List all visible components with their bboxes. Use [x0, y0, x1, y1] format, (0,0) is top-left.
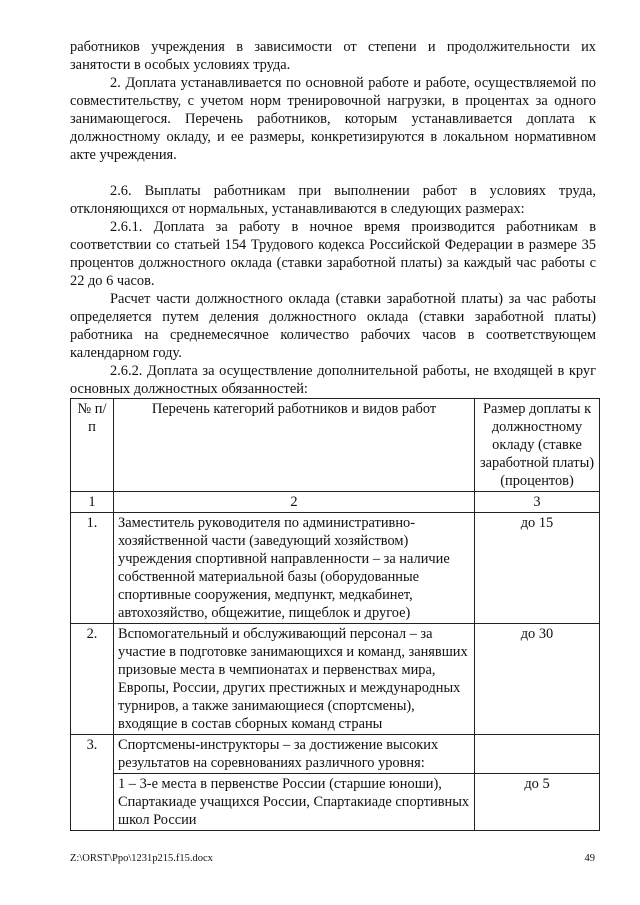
row-text: 1 – 3-е места в первенстве России (старшие юноши), Спартакиаде учащихся России, Спартакиаде спортивных школ России	[114, 774, 475, 831]
table-row	[71, 774, 600, 831]
table-row	[71, 735, 600, 774]
paragraph-continuation: работников учреждения в зависимости от степени и продолжительности их занятости в особых условиях труда.	[70, 39, 596, 73]
row-num: 3.	[71, 735, 114, 831]
table-header-row	[71, 399, 600, 492]
row-text: Заместитель руководителя по административно-хозяйственной части (заведующий хозяйством) учреждения спортивной направленности – за наличие собственной материальной базы (оборудованные спортивные сооружения, медпункт, медкабинет, автохозяйство, общежитие, пищеблок и другое)	[114, 513, 475, 624]
row-num: 2.	[71, 624, 114, 735]
footer-file-path: Z:\ORST\Ppo\1231p215.f15.docx	[70, 853, 213, 864]
paragraph-2-6-2: 2.6.2. Доплата за осуществление дополнительной работы, не входящей в круг основных должностных обязанностей:	[70, 363, 596, 397]
header-size: Размер доплаты к должностному окладу (ставке заработной платы) (процентов)	[475, 399, 600, 492]
body-text-top	[70, 38, 596, 398]
paragraph-2-6: 2.6. Выплаты работникам при выполнении работ в условиях труда, отклоняющихся от нормальных, устанавливаются в следующих размерах:	[70, 183, 596, 217]
colnum-3: 3	[475, 492, 600, 513]
row-size	[475, 735, 600, 774]
surcharge-table	[70, 398, 600, 831]
row-text: Спортсмены-инструкторы – за достижение высоких результатов на соревнованиях различного уровня:	[114, 735, 475, 774]
table-row	[71, 513, 600, 624]
row-size: до 15	[475, 513, 600, 624]
table-row	[71, 624, 600, 735]
footer-page-number: 49	[584, 853, 595, 864]
paragraph-2: 2. Доплата устанавливается по основной работе и работе, осуществляемой по совместительству, с учетом норм тренировочной нагрузки, в процентах за одного занимающегося. Перечень работников, которым устанавливается доплата к должностному окладу, и ее размеры, конкретизируются в локальном нормативном акте учреждения.	[70, 75, 596, 163]
row-num: 1.	[71, 513, 114, 624]
colnum-2: 2	[114, 492, 475, 513]
row-text: Вспомогательный и обслуживающий персонал – за участие в подготовке занимающихся и команд, занявших призовые места в чемпионатах и первенствах мира, Европы, России, других престижных и международных турниров, а также занимающиеся (спортсмены), входящие в состав сборных команд страны	[114, 624, 475, 735]
table-colnum-row	[71, 492, 600, 513]
colnum-1: 1	[71, 492, 114, 513]
paragraph-2-6-1: 2.6.1. Доплата за работу в ночное время производится работникам в соответствии со статьей 154 Трудового кодекса Российской Федерации в размере 35 процентов должностного оклада (ставки заработной платы) за каждый час работы с 22 до 6 часов.	[70, 219, 596, 289]
header-list: Перечень категорий работников и видов работ	[114, 399, 475, 492]
header-num: № п/п	[71, 399, 114, 492]
paragraph-hourly-calc: Расчет части должностного оклада (ставки заработной платы) за час работы определяется путем деления должностного оклада (ставки заработной платы) работника на среднемесячное количество рабочих часов в соответствующем календарном году.	[70, 291, 596, 361]
row-size: до 5	[475, 774, 600, 831]
row-size: до 30	[475, 624, 600, 735]
